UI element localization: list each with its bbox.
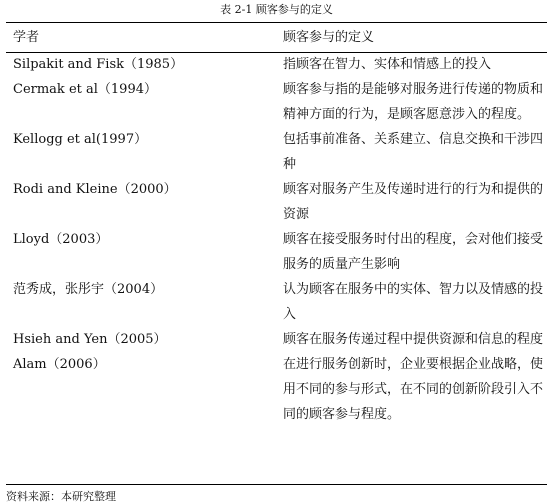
scholar-cell: Lloyd（2003） (13, 232, 109, 247)
table-row (13, 327, 543, 352)
table-row (13, 52, 543, 77)
scholar-cell: 范秀成，张彤宇（2004） (13, 282, 164, 297)
table-caption: 表 2-1 顾客参与的定义 (220, 3, 333, 16)
table-top-rule (6, 22, 547, 23)
table-row (13, 227, 543, 277)
scholar-cell: Kellogg et al(1997） (13, 132, 148, 147)
scholar-cell: Rodi and Kleine（2000） (13, 182, 177, 197)
table-header-row (13, 24, 543, 52)
definition-cell: 顾客在服务传递过程中提供资源和信息的程度 (283, 332, 544, 347)
definition-cell: 指顾客在智力、实体和情感上的投入 (283, 57, 492, 72)
scholar-cell: Hsieh and Yen（2005） (13, 332, 167, 347)
header-scholar: 学者 (13, 30, 40, 45)
scholar-cell: Cermak et al（1994） (13, 82, 157, 97)
table-row (13, 277, 543, 327)
table-row (13, 77, 543, 127)
table-row (13, 177, 543, 227)
source-note: 资料来源：本研究整理 (6, 490, 116, 503)
definition-cell: 在进行服务创新时，企业要根据企业战略，使用不同的参与形式，在不同的创新阶段引入不同的顾客参与程度。 (283, 357, 544, 422)
scholar-cell: Alam（2006） (13, 357, 106, 372)
table-bottom-rule (6, 484, 547, 485)
definition-cell: 顾客对服务产生及传递时进行的行为和提供的资源 (283, 182, 544, 222)
header-definition: 顾客参与的定义 (283, 30, 375, 45)
definitions-table (13, 24, 543, 427)
table-row (13, 127, 543, 177)
definition-cell: 认为顾客在服务中的实体、智力以及情感的投入 (283, 282, 544, 322)
scholar-cell: Silpakit and Fisk（1985） (13, 57, 184, 72)
table-row (13, 352, 543, 427)
definition-cell: 顾客在接受服务时付出的程度，会对他们接受服务的质量产生影响 (283, 232, 544, 272)
definition-cell: 顾客参与指的是能够对服务进行传递的物质和精神方面的行为，是顾客愿意涉入的程度。 (283, 82, 544, 122)
definition-cell: 包括事前准备、关系建立、信息交换和干涉四种 (283, 132, 544, 172)
